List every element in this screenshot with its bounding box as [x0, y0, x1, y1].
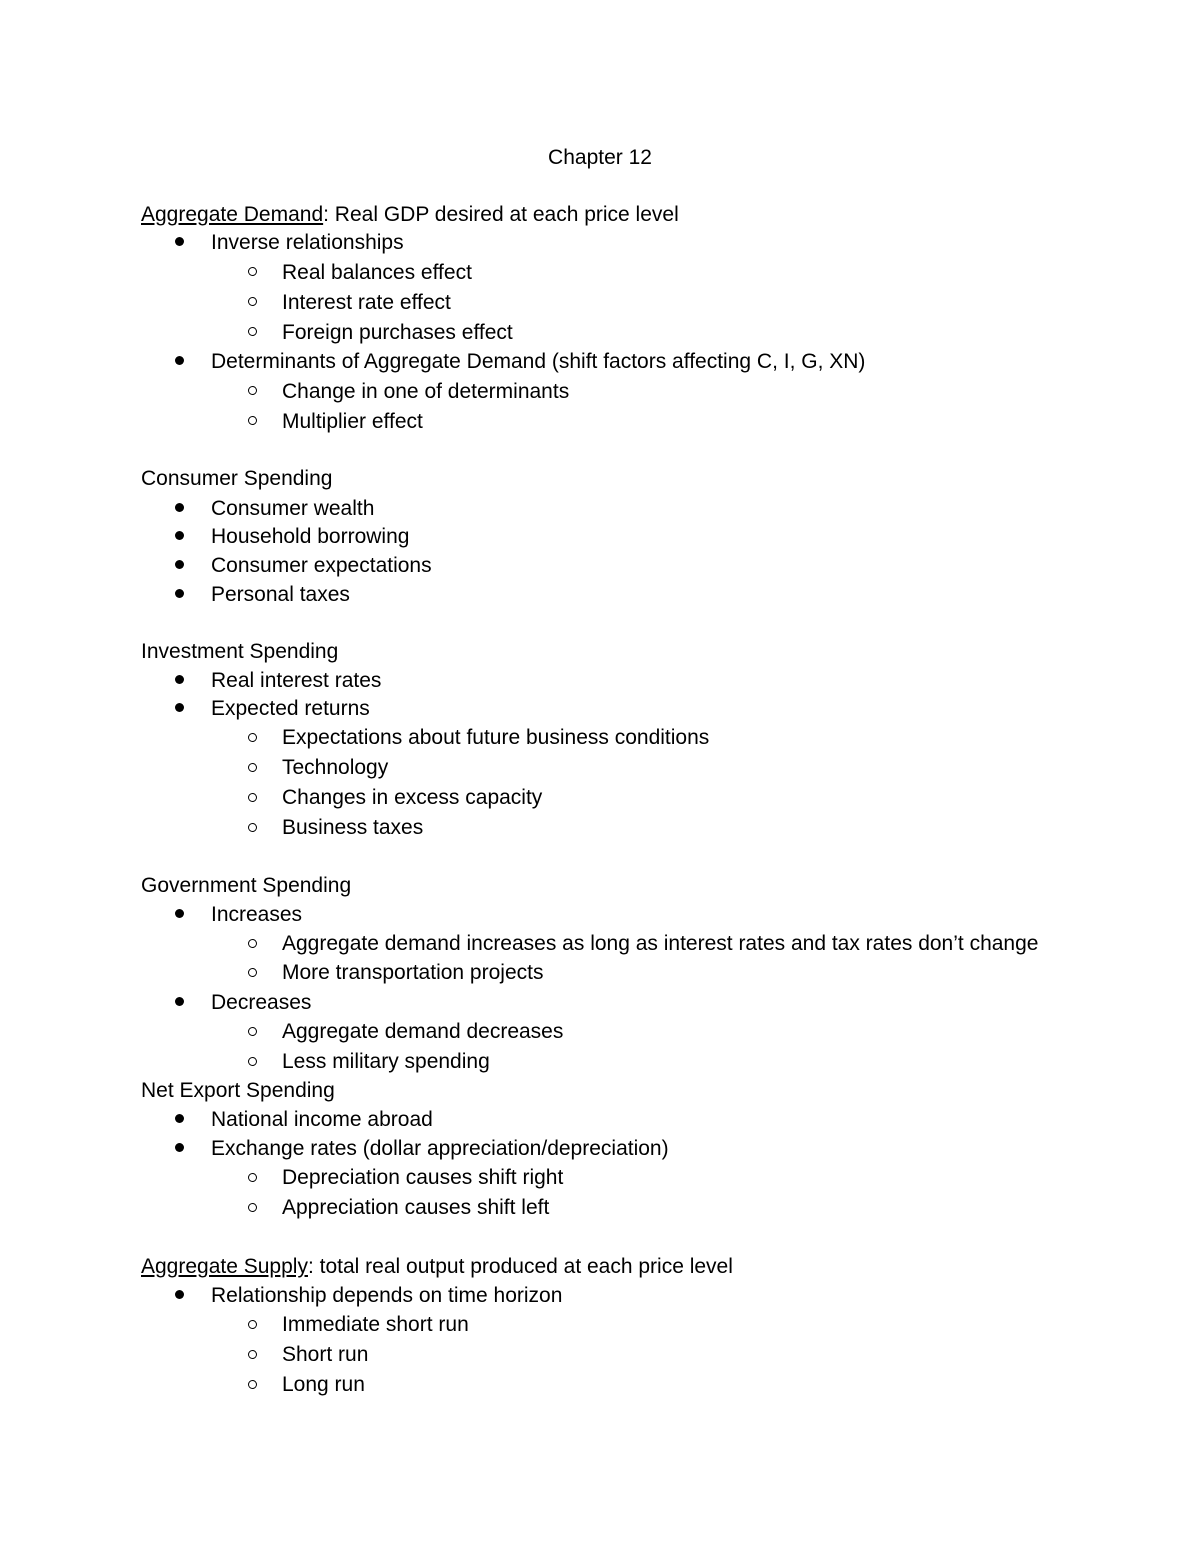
bullet-icon: [175, 1290, 184, 1299]
circle-bullet-icon: [248, 327, 257, 336]
list-item: Less military spending: [282, 1050, 490, 1073]
bullet-icon: [175, 237, 184, 246]
list-item: Consumer wealth: [211, 497, 375, 520]
list-item: Long run: [282, 1373, 365, 1396]
list-item: Expected returns: [211, 697, 370, 720]
circle-bullet-icon: [248, 1320, 257, 1329]
page-title: Chapter 12: [548, 146, 652, 169]
term-aggregate-demand: Aggregate Demand: [141, 203, 324, 226]
circle-bullet-icon: [248, 416, 257, 425]
circle-bullet-icon: [248, 386, 257, 395]
circle-bullet-icon: [248, 823, 257, 832]
circle-bullet-icon: [248, 1203, 257, 1212]
list-item: Multiplier effect: [282, 410, 423, 433]
bullet-icon: [175, 589, 184, 598]
circle-bullet-icon: [248, 1057, 257, 1066]
circle-bullet-icon: [248, 1027, 257, 1036]
list-item: Change in one of determinants: [282, 380, 570, 403]
circle-bullet-icon: [248, 1173, 257, 1182]
section-heading-investment-spending: Investment Spending: [141, 640, 339, 663]
section-heading-government-spending: Government Spending: [141, 874, 352, 897]
list-item: Real interest rates: [211, 669, 382, 692]
list-item: Aggregate demand increases as long as interest rates and tax rates don’t change: [282, 932, 1039, 955]
list-item: Aggregate demand decreases: [282, 1020, 564, 1043]
list-item: Inverse relationships: [211, 231, 404, 254]
list-item: Immediate short run: [282, 1313, 469, 1336]
list-item: Short run: [282, 1343, 369, 1366]
list-item: Consumer expectations: [211, 554, 432, 577]
bullet-icon: [175, 997, 184, 1006]
bullet-icon: [175, 675, 184, 684]
list-item: Household borrowing: [211, 525, 410, 548]
list-item: Technology: [282, 756, 389, 779]
definition-aggregate-supply: : total real output produced at each price level: [307, 1255, 733, 1278]
section-heading-consumer-spending: Consumer Spending: [141, 467, 333, 490]
circle-bullet-icon: [248, 1380, 257, 1389]
list-item: Changes in excess capacity: [282, 786, 543, 809]
circle-bullet-icon: [248, 733, 257, 742]
circle-bullet-icon: [248, 297, 257, 306]
list-item: Determinants of Aggregate Demand (shift factors affecting C, I, G, XN): [211, 350, 866, 373]
section-heading-aggregate-supply: [141, 1256, 733, 1277]
circle-bullet-icon: [248, 939, 257, 948]
list-item: Expectations about future business conditions: [282, 726, 710, 749]
bullet-icon: [175, 531, 184, 540]
list-item: Real balances effect: [282, 261, 472, 284]
list-item: Decreases: [211, 991, 312, 1014]
list-item: Personal taxes: [211, 583, 350, 606]
bullet-icon: [175, 503, 184, 512]
bullet-icon: [175, 560, 184, 569]
definition-aggregate-demand: : Real GDP desired at each price level: [323, 203, 679, 226]
list-item: Increases: [211, 903, 303, 926]
list-item: Appreciation causes shift left: [282, 1196, 550, 1219]
list-item: National income abroad: [211, 1108, 433, 1131]
bullet-icon: [175, 909, 184, 918]
list-item: Interest rate effect: [282, 291, 451, 314]
bullet-icon: [175, 1143, 184, 1152]
bullet-icon: [175, 703, 184, 712]
bullet-icon: [175, 356, 184, 365]
circle-bullet-icon: [248, 968, 257, 977]
term-aggregate-supply: Aggregate Supply: [141, 1255, 308, 1278]
list-item: Relationship depends on time horizon: [211, 1284, 563, 1307]
circle-bullet-icon: [248, 793, 257, 802]
circle-bullet-icon: [248, 1350, 257, 1359]
section-heading-net-export-spending: Net Export Spending: [141, 1079, 335, 1102]
list-item: Business taxes: [282, 816, 424, 839]
list-item: Exchange rates (dollar appreciation/depreciation): [211, 1137, 669, 1160]
section-heading-aggregate-demand: [141, 204, 679, 225]
circle-bullet-icon: [248, 267, 257, 276]
bullet-icon: [175, 1114, 184, 1123]
list-item: Foreign purchases effect: [282, 321, 513, 344]
list-item: More transportation projects: [282, 961, 544, 984]
list-item: Depreciation causes shift right: [282, 1166, 564, 1189]
circle-bullet-icon: [248, 763, 257, 772]
